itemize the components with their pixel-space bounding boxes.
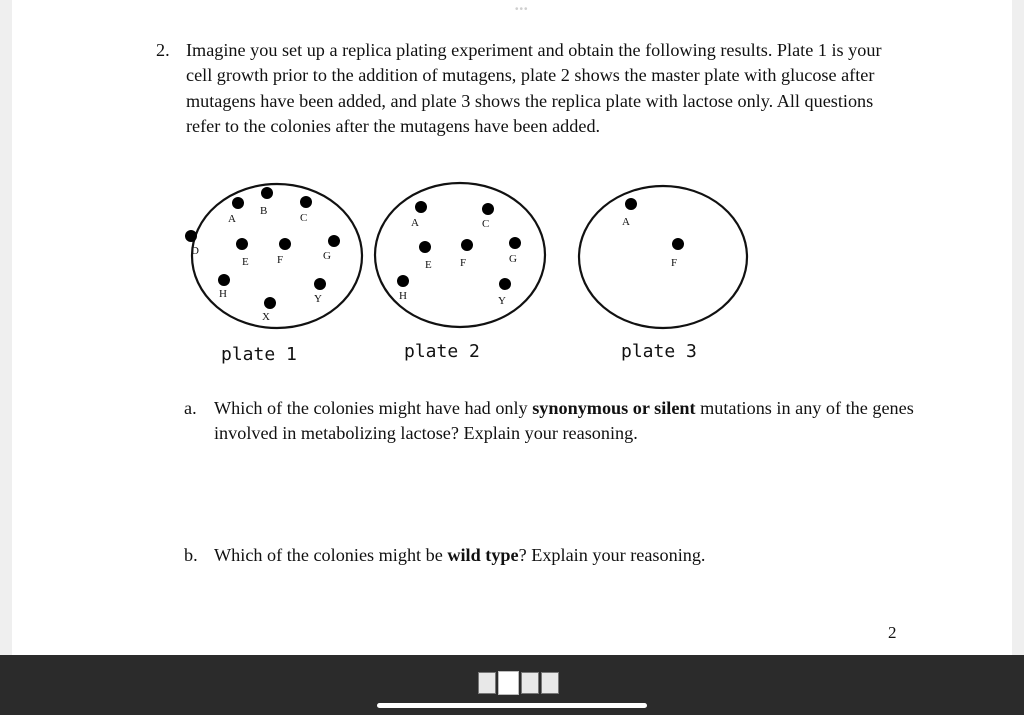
part-a-text-start: Which of the colonies might have had only [214, 398, 533, 418]
question-part-a [184, 396, 914, 446]
plate-2-dish [375, 183, 545, 327]
colony-label-f: F [460, 257, 467, 269]
question-text: Imagine you set up a replica plating experiment and obtain the following results. Plate 1 is your cell growth prior to the addition of mutagens, plate 2 shows the master plate with glucose after mutagens have been added, and plate 3 shows the replica plate with lactose only. All questions refer to the colonies after the mutagens have been added. [186, 40, 882, 136]
colony-label-g: G [323, 250, 331, 262]
colony-label-a: A [228, 213, 236, 225]
colony-label-f: F [671, 257, 678, 269]
more-options-icon[interactable]: ••• [515, 4, 529, 15]
colony-c [300, 196, 312, 208]
part-a-text [214, 396, 914, 446]
page-thumbnails [478, 672, 559, 694]
page-thumbnail-2[interactable] [498, 671, 519, 695]
page-number: 2 [888, 623, 897, 642]
colony-label-h: H [399, 290, 407, 302]
page-thumbnail-1[interactable] [478, 672, 496, 694]
page-thumbnail-4[interactable] [541, 672, 559, 694]
plate-3 [579, 186, 747, 362]
page-thumbnail-3[interactable] [521, 672, 539, 694]
colony-a [415, 201, 427, 213]
part-b-marker: b. [184, 545, 198, 565]
plate-1-label: plate 1 [221, 344, 297, 365]
part-a-text-end: mutations in any of the genes involved in metabolizing lactose? Explain your reasoning. [214, 398, 914, 443]
colony-y [314, 278, 326, 290]
part-a-emphasis: synonymous or silent [532, 398, 696, 418]
colony-g [509, 237, 521, 249]
bottom-toolbar [0, 655, 1024, 715]
colony-label-e: E [425, 259, 432, 271]
colony-d [185, 230, 197, 242]
part-b-text-start: Which of the colonies might be [214, 545, 448, 565]
colony-e [236, 238, 248, 250]
plate-2-label: plate 2 [404, 341, 480, 362]
part-b-text-end: ? Explain your reasoning. [518, 545, 706, 565]
home-indicator[interactable] [377, 703, 647, 708]
colony-label-b: B [260, 205, 268, 217]
colony-label-f: F [277, 254, 284, 266]
colony-a [625, 198, 637, 210]
question-number: 2. [156, 40, 170, 60]
part-a-marker: a. [184, 398, 197, 418]
colony-label-g: G [509, 253, 517, 265]
colony-f [461, 239, 473, 251]
colony-y [499, 278, 511, 290]
colony-label-x: X [262, 311, 270, 323]
plate-2 [375, 183, 545, 362]
colony-label-y: Y [498, 295, 506, 307]
colony-a [232, 197, 244, 209]
colony-label-a: A [411, 217, 419, 229]
colony-label-c: C [482, 218, 490, 230]
question-part-b [184, 543, 914, 568]
colony-label-e: E [242, 256, 249, 268]
colony-label-y: Y [314, 293, 322, 305]
colony-label-a: A [622, 216, 630, 228]
colony-g [328, 235, 340, 247]
colony-e [419, 241, 431, 253]
plate-3-label: plate 3 [621, 341, 697, 362]
colony-f [672, 238, 684, 250]
colony-x [264, 297, 276, 309]
colony-label-d: D [191, 245, 199, 257]
plate-3-dish [579, 186, 747, 328]
plate-1 [185, 184, 362, 365]
part-b-text [214, 543, 914, 568]
document-page [12, 0, 1012, 655]
colony-h [218, 274, 230, 286]
part-b-emphasis: wild type [447, 545, 519, 565]
colony-c [482, 203, 494, 215]
colony-h [397, 275, 409, 287]
colony-f [279, 238, 291, 250]
colony-b [261, 187, 273, 199]
colony-label-h: H [219, 288, 227, 300]
colony-label-c: C [300, 212, 308, 224]
